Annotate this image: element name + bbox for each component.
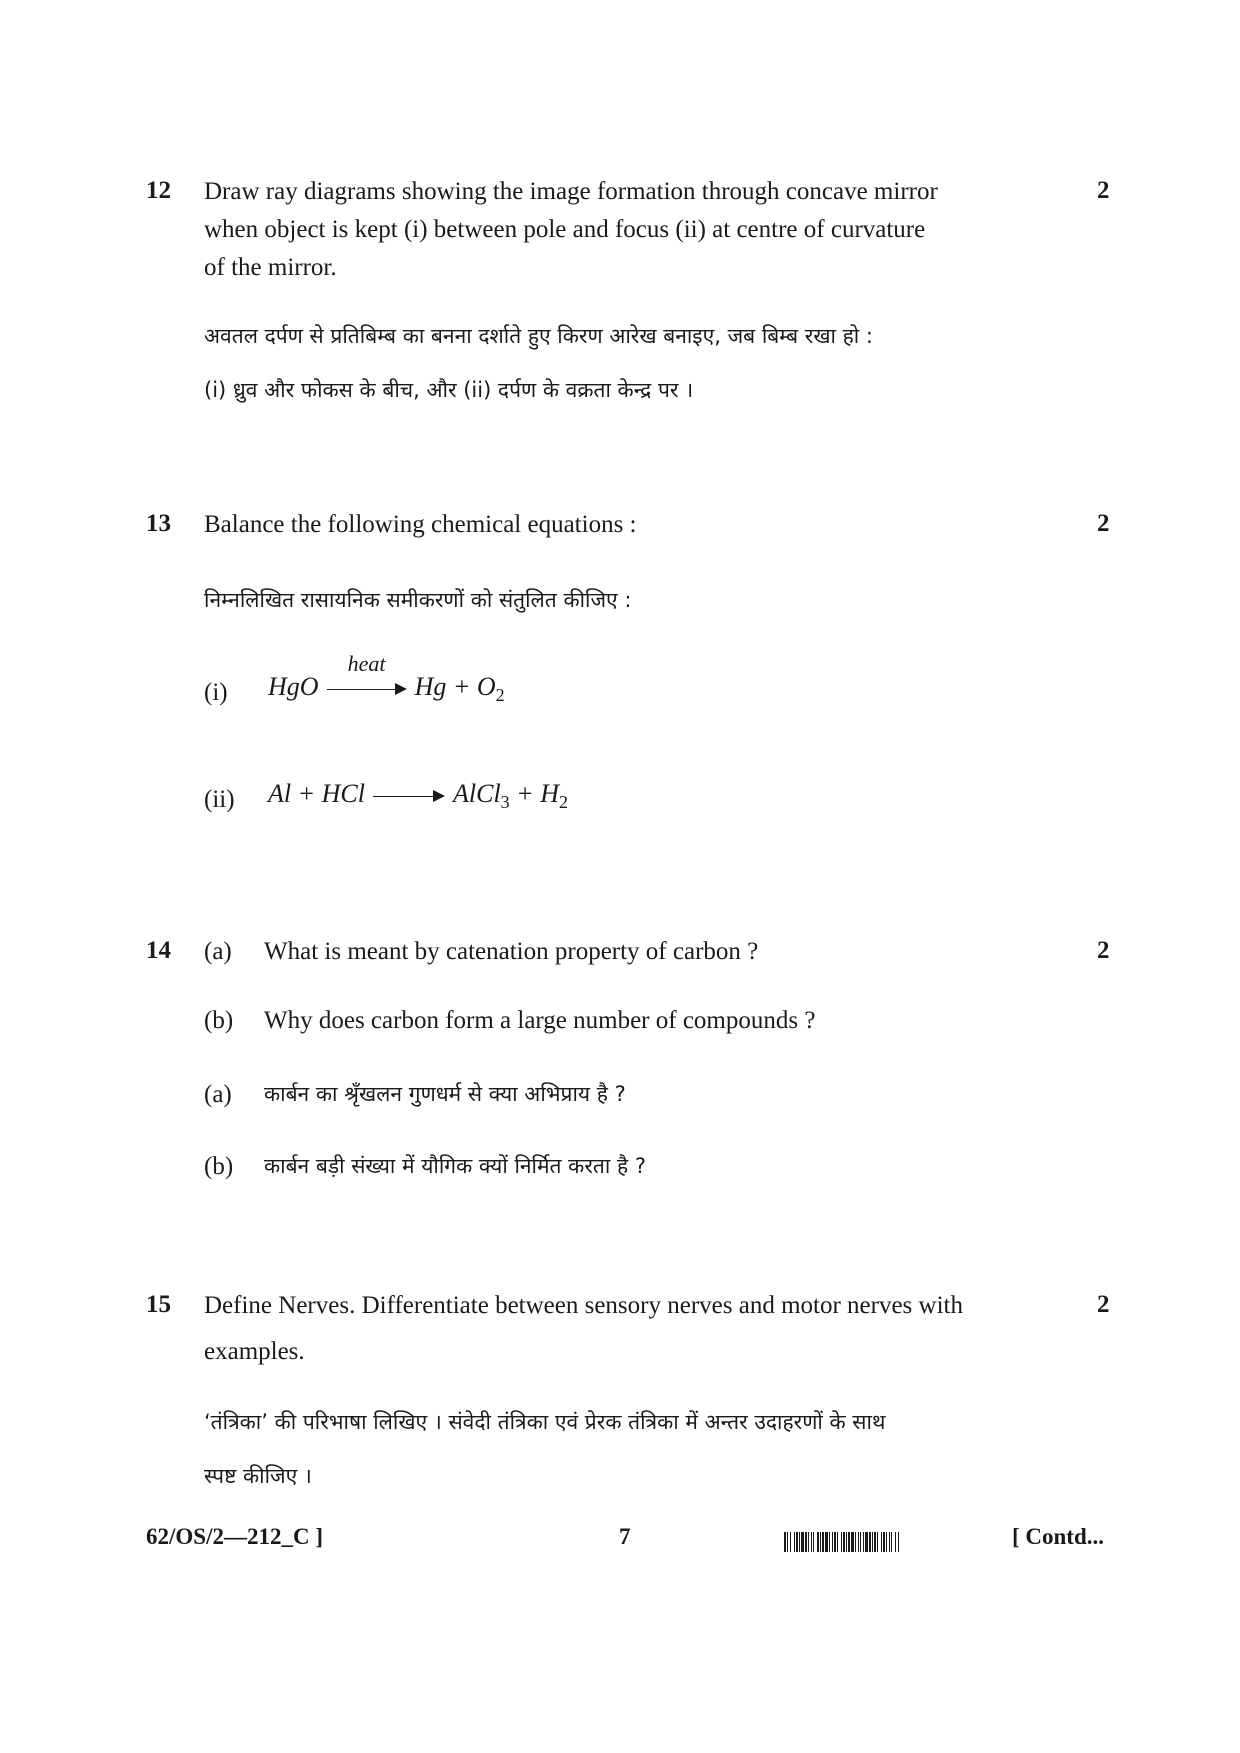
question-14-marks: 2 bbox=[1097, 937, 1110, 964]
page-number: 7 bbox=[619, 1524, 631, 1549]
equation-1-label: (i) bbox=[204, 679, 228, 706]
question-13-number: 13 bbox=[146, 510, 171, 537]
equation-2-rhs-a: AlCl bbox=[453, 779, 501, 808]
equation-2 bbox=[268, 779, 568, 813]
question-15-hi-line-1: ‘तंत्रिका’ की परिभाषा लिखिए । संवेदी तंत्रिका एवं प्रेरक तंत्रिका में अन्तर उदाहरणों के साथ bbox=[204, 1410, 886, 1434]
question-15-number: 15 bbox=[146, 1291, 171, 1318]
equation-2-rhs-b: + H bbox=[509, 779, 559, 808]
question-14-part-text: Why does carbon form a large number of compounds ? bbox=[264, 1007, 816, 1034]
question-15-en-line-1: Define Nerves. Differentiate between sensory nerves and motor nerves with bbox=[204, 1292, 963, 1319]
equation-1-lhs: HgO bbox=[268, 672, 319, 701]
contd-label: [ Contd... bbox=[1012, 1524, 1105, 1549]
question-12-hi-line-2: (i) ध्रुव और फोकस के बीच, और (ii) दर्पण के वक्रता केन्द्र पर । bbox=[204, 378, 694, 402]
equation-1-rhs: Hg + O bbox=[414, 672, 496, 701]
question-13-marks: 2 bbox=[1097, 510, 1110, 537]
question-12-en-line-1: Draw ray diagrams showing the image formation through concave mirror bbox=[204, 178, 938, 205]
equation-1-rhs-subscript: 2 bbox=[495, 685, 505, 705]
question-12-marks: 2 bbox=[1097, 177, 1110, 204]
question-12-en-line-3: of the mirror. bbox=[204, 254, 337, 281]
question-14-part-label: (a) bbox=[204, 1081, 232, 1108]
question-13-hi-line: निम्नलिखित रासायनिक समीकरणों को संतुलित कीजिए : bbox=[204, 588, 632, 612]
reaction-arrow-icon bbox=[373, 786, 445, 806]
reaction-arrow-icon bbox=[327, 651, 407, 699]
equation-1 bbox=[268, 651, 505, 706]
equation-2-rhs-b-subscript: 2 bbox=[559, 792, 568, 812]
question-12-hi-line-1: अवतल दर्पण से प्रतिबिम्ब का बनना दर्शाते हुए किरण आरेख बनाइए, जब बिम्ब रखा हो : bbox=[204, 324, 873, 348]
question-15-marks: 2 bbox=[1097, 1291, 1110, 1318]
equation-2-label: (ii) bbox=[204, 786, 235, 813]
equation-1-arrow-label: heat bbox=[347, 651, 386, 677]
equation-2-rhs-a-subscript: 3 bbox=[500, 792, 510, 812]
question-14-part-label: (b) bbox=[204, 1007, 234, 1034]
question-14-part-text: कार्बन बड़ी संख्या में यौगिक क्यों निर्मित करता है ? bbox=[264, 1154, 646, 1178]
barcode-icon bbox=[784, 1532, 1004, 1552]
question-14-part-label: (a) bbox=[204, 938, 232, 965]
paper-code: 62/OS/2—212_C ] bbox=[146, 1524, 323, 1549]
question-14-part-text: What is meant by catenation property of carbon ? bbox=[264, 938, 759, 965]
question-12-number: 12 bbox=[146, 177, 171, 204]
question-14-part-text: कार्बन का श्रृँखलन गुणधर्म से क्या अभिप्राय है ? bbox=[264, 1082, 626, 1106]
equation-2-lhs: Al + HCl bbox=[268, 779, 365, 808]
question-14-part-label: (b) bbox=[204, 1153, 234, 1180]
question-13-en-line: Balance the following chemical equations : bbox=[204, 511, 637, 538]
question-12-en-line-2: when object is kept (i) between pole and focus (ii) at centre of curvature bbox=[204, 216, 926, 243]
question-15-hi-line-2: स्पष्ट कीजिए । bbox=[204, 1464, 312, 1488]
question-15-en-line-2: examples. bbox=[204, 1338, 305, 1365]
question-14-number: 14 bbox=[146, 937, 171, 964]
